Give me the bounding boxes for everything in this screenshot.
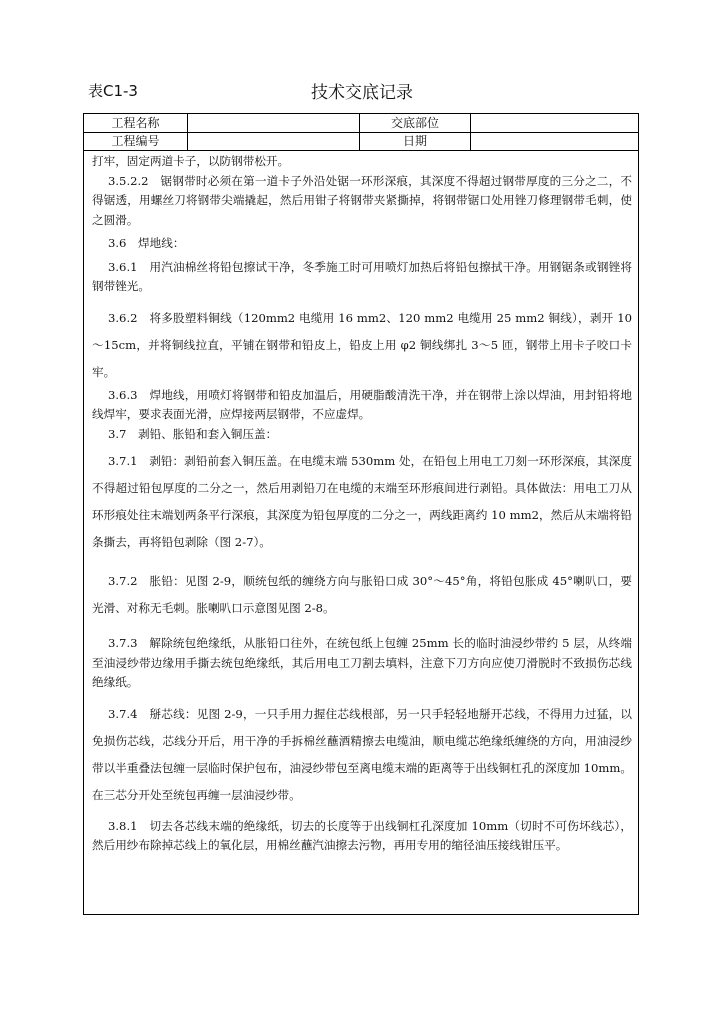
project-name-label: 工程名称	[84, 114, 188, 132]
form-title: 技术交底记录	[311, 83, 413, 103]
disclosure-content	[92, 152, 632, 856]
project-no-field[interactable]	[188, 132, 360, 150]
paragraph: 3.7.3 解除统包绝缘纸，从胀铅口往外，在统包纸上包缠 25mm 长的临时油浸纱带约 5 层，从终端至油浸纱带边缘用手撕去统包绝缘纸，其后用电工刀割去填料，注意下刀方向应使刀滑脱时不致损伤芯线绝缘纸。	[92, 636, 632, 689]
form-code: 表C1-3	[88, 82, 138, 100]
paragraph: 3.6.1 用汽油棉丝将铅包擦试干净，冬季施工时可用喷灯加热后将铅包擦拭干净。用钢锯条或钢锉将钢带锉光。	[92, 259, 632, 293]
paragraph: 3.7 剥铅、胀铅和套入铜压盖：	[108, 426, 278, 441]
paragraph: 3.7.1 剥铅：剥铅前套入铜压盖。在电缆末端 530mm 处，在铅包上用电工刀刻一环形深痕，其深度不得超过铅包厚度的二分之一，然后用剥铅刀在电缆的末端至环形痕间进行剥铅。具体做法：用电工刀从环形痕处往末端划两条平行深痕，其深度为铅包厚度的二分之一，两线距离约 10 mm2，然后从末端将铅条撕去，再将铅包剥除（图 2-7）。	[92, 454, 632, 549]
project-no-label: 工程编号	[84, 132, 188, 150]
paragraph: 打牢，固定两道卡子，以防钢带松开。	[92, 154, 290, 168]
location-label: 交底部位	[360, 114, 471, 132]
paragraph: 3.7.2 胀铅：见图 2-9，顺统包纸的缠绕方向与胀铅口成 30°～45°角，将铅包胀成 45°喇叭口，要光滑、对称无毛刺。胀喇叭口示意图见图 2-8。	[92, 574, 632, 615]
header-row-1	[84, 114, 638, 133]
record-table	[83, 113, 639, 915]
date-label: 日期	[360, 132, 471, 150]
header-row-2	[84, 132, 638, 151]
paragraph: 3.8.1 切去各芯线末端的绝缘纸，切去的长度等于出线铜杠孔深度加 10mm（切时不可伤坏线芯），然后用纱布除掉芯线上的氧化层，用棉丝蘸汽油擦去污物，再用专用的缩径油压接线钳压平。	[92, 818, 632, 852]
paragraph: 3.6.3 焊地线，用喷灯将钢带和铅皮加温后，用硬脂酸清洗干净，并在钢带上涂以焊油，用封铅将地线焊牢，要求表面光滑，应焊接两层钢带，不应虚焊。	[92, 387, 632, 421]
paragraph: 3.7.4 掰芯线：见图 2-9，一只手用力握住芯线根部，另一只手轻轻地掰开芯线，不得用力过猛，以免损伤芯线，芯线分开后，用干净的手拆棉丝蘸酒精擦去电缆油，顺电缆芯绝缘纸缠绕的方向，用油浸纱带以半重叠法包缠一层临时保护包布，油浸纱带包至离电缆末端的距离等于出线铜杠孔的深度加 10mm。在三芯分开处至统包再缠一层油浸纱带。	[92, 706, 632, 802]
paragraph: 3.6 焊地线：	[108, 236, 185, 250]
project-name-field[interactable]	[188, 114, 360, 132]
paragraph: 3.6.2 将多股塑料铜线（120mm2 电缆用 16 mm2、120 mm2 电缆用 25 mm2 铜线），剥开 10～15cm，并将铜线拉直，平铺在钢带和铅皮上，铅皮上用 φ2 铜线绑扎 3～5 匝，钢带上用卡子咬口卡牢。	[92, 310, 632, 379]
location-field[interactable]	[471, 114, 639, 132]
paragraph: 3.5.2.2 锯钢带时必须在第一道卡子外沿处锯一环形深痕，其深度不得超过钢带厚度的三分之二，不得锯透，用螺丝刀将钢带尖端撬起，然后用钳子将钢带夹紧撕掉，将钢带锯口处用锉刀修理钢带毛刺，使之圆滑。	[92, 173, 632, 227]
date-field[interactable]	[471, 132, 639, 150]
